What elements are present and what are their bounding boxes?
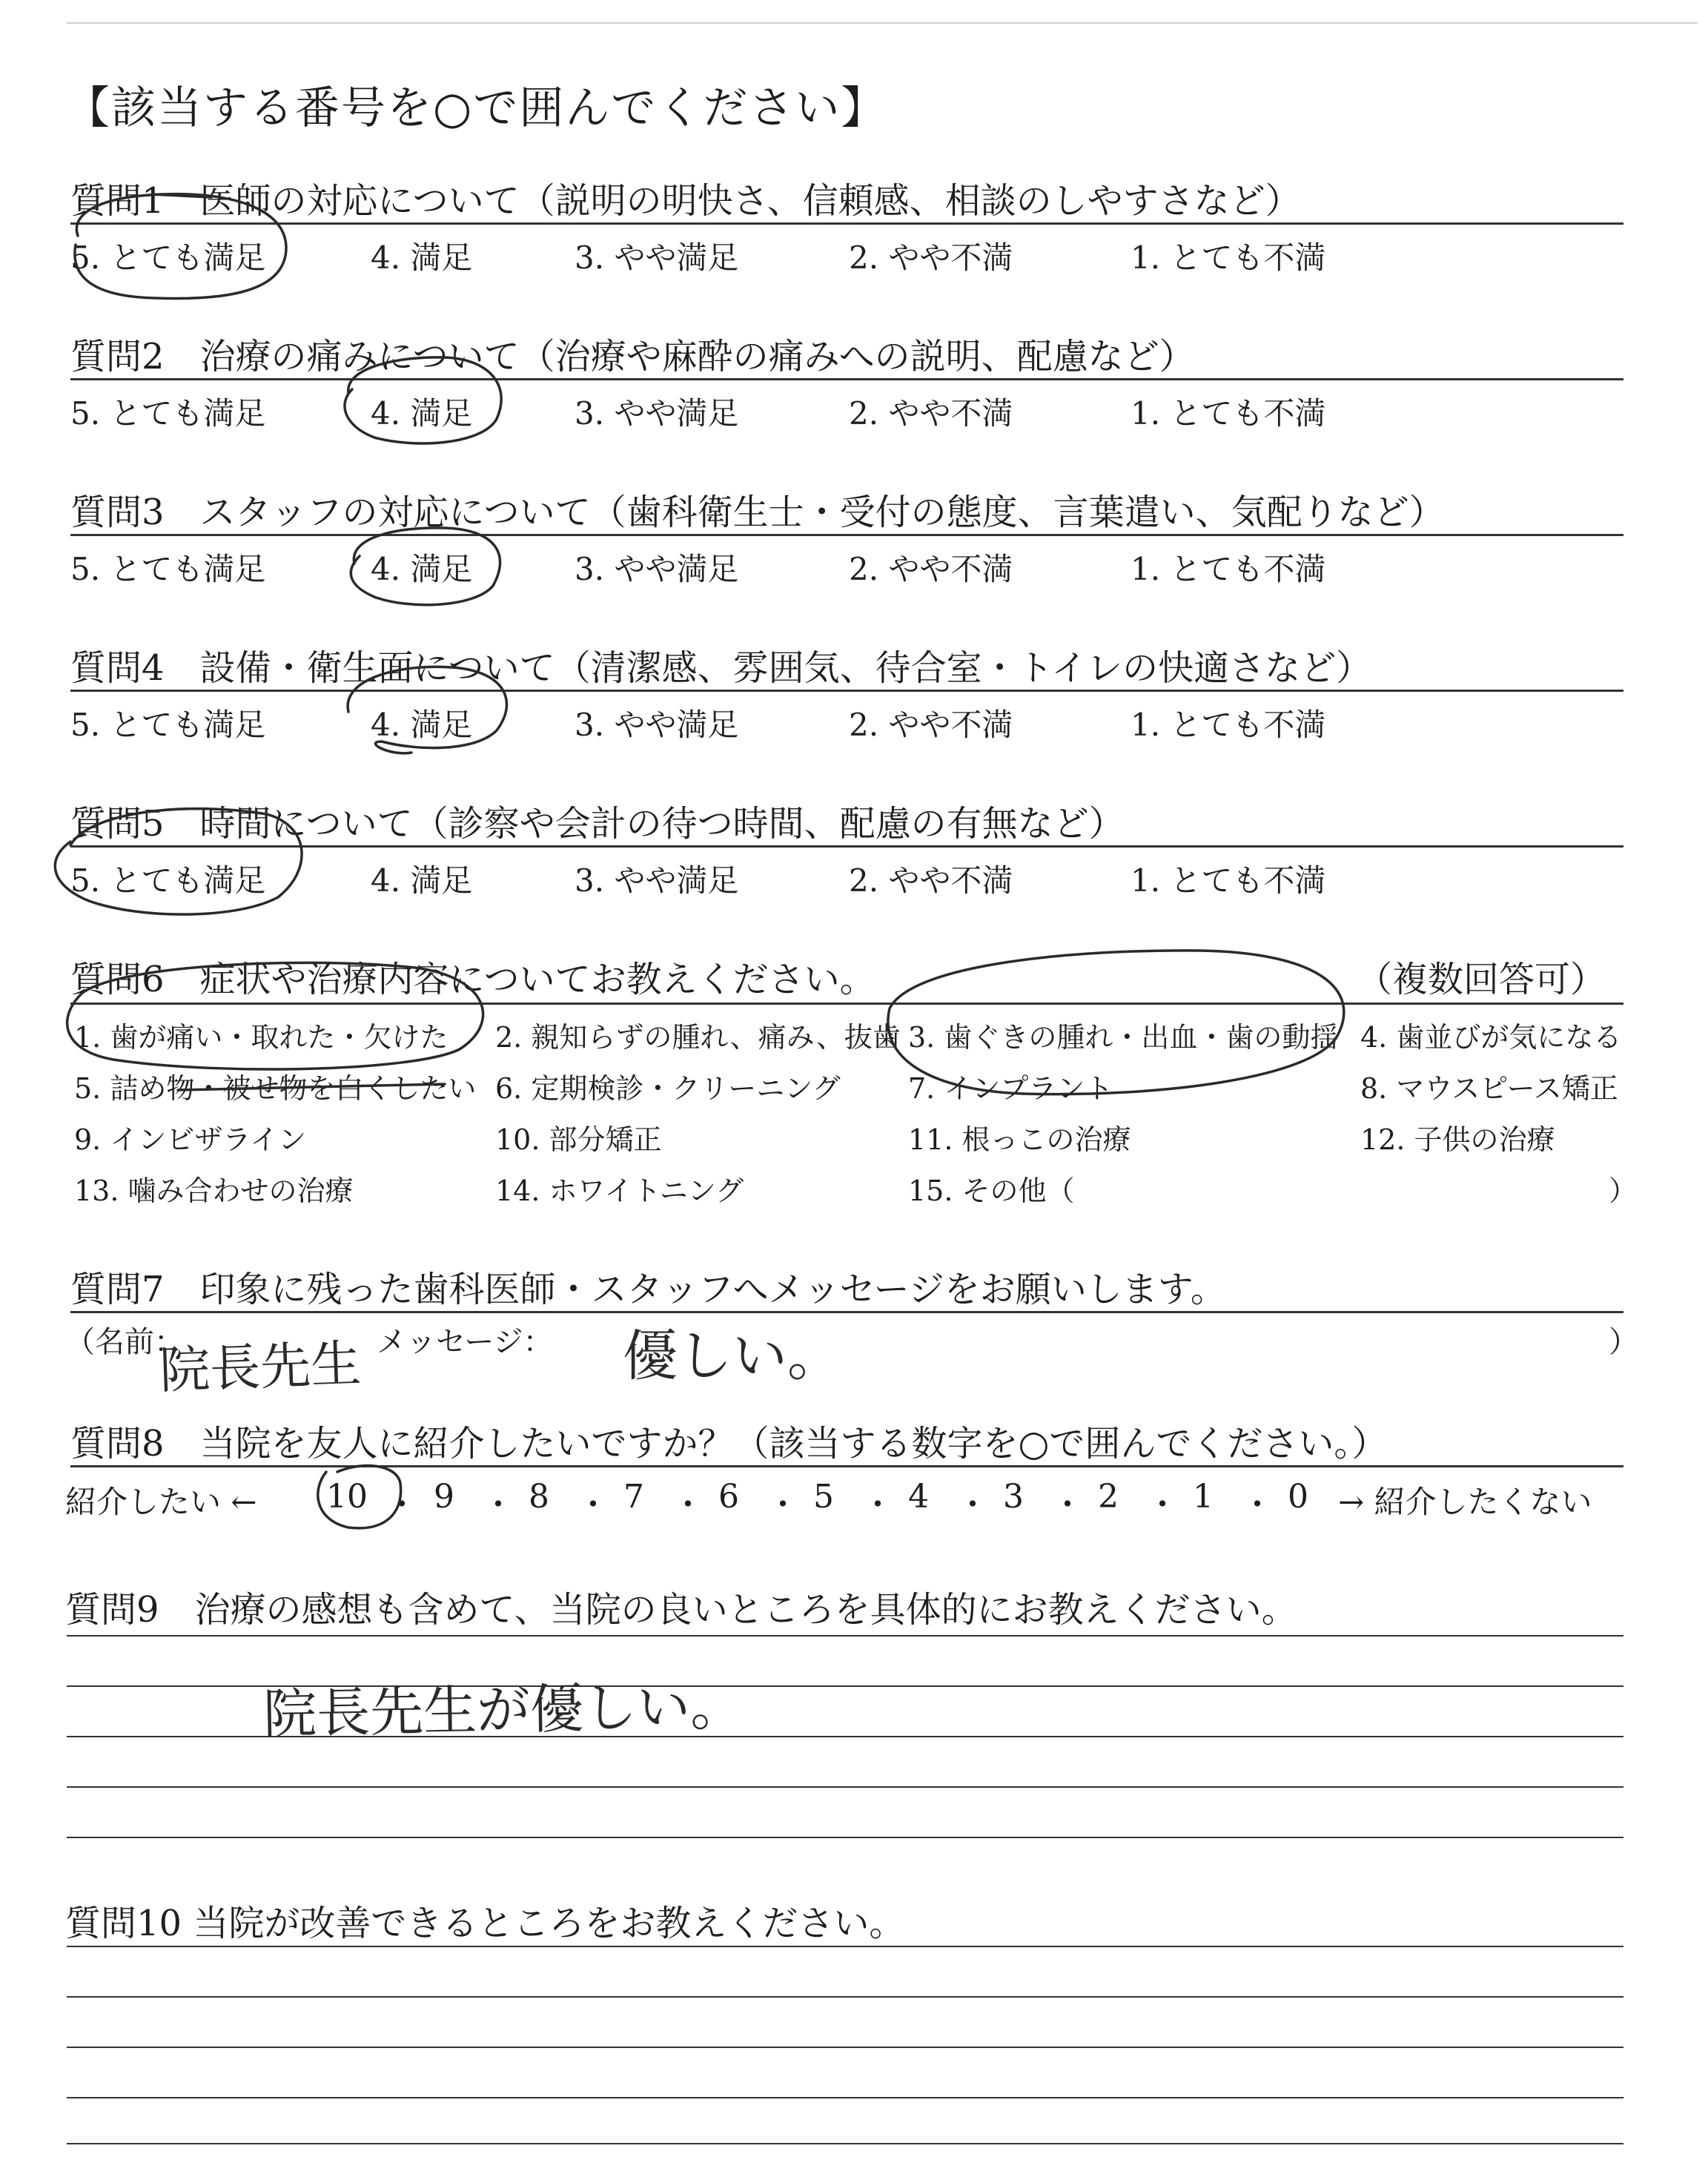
q8-scale-10[interactable]: 10 bbox=[326, 1478, 368, 1516]
q1-option-4[interactable]: 4. 満足 bbox=[371, 240, 473, 276]
question-5: 質問5 時間について（診察や会計の待つ時間、配慮の有無など） bbox=[70, 803, 1125, 845]
q1-option-5[interactable]: 5. とても満足 bbox=[70, 240, 266, 276]
q4-option-4[interactable]: 4. 満足 bbox=[371, 707, 473, 743]
q6-option-4[interactable]: 4. 歯並びが気になる bbox=[1360, 1021, 1622, 1054]
q6-option-5[interactable]: 5. 詰め物・被せ物を白くしたい bbox=[74, 1072, 477, 1105]
q9-line bbox=[67, 1786, 1623, 1788]
q3-rule bbox=[70, 534, 1623, 536]
q8-scale-1[interactable]: 1 bbox=[1193, 1478, 1214, 1516]
q7-message-label: メッセージ： bbox=[377, 1325, 553, 1359]
q6-option-10[interactable]: 10. 部分矯正 bbox=[495, 1123, 662, 1156]
q6-other-close: ） bbox=[1609, 1175, 1638, 1207]
q6-option-15[interactable]: 15. その他（ bbox=[908, 1175, 1075, 1207]
q6-option-11[interactable]: 11. 根っこの治療 bbox=[908, 1123, 1131, 1156]
q6-multiple-note: （複数回答可） bbox=[1357, 959, 1606, 1000]
q8-scale-9[interactable]: 9 bbox=[434, 1478, 454, 1516]
q8-scale-6[interactable]: 6 bbox=[718, 1478, 739, 1516]
q8-right-label: → 紹介したくない bbox=[1338, 1484, 1592, 1520]
q2-option-1[interactable]: 1. とても不満 bbox=[1131, 395, 1326, 432]
question-2: 質問2 治療の痛みについて（治療や麻酔の痛みへの説明、配慮など） bbox=[70, 336, 1195, 377]
page-top-edge bbox=[67, 22, 1698, 24]
q8-scale-0[interactable]: 0 bbox=[1288, 1478, 1308, 1516]
q8-dot: ・ bbox=[1241, 1486, 1274, 1524]
q10-line bbox=[67, 1946, 1623, 1947]
q8-dot: ・ bbox=[672, 1486, 704, 1524]
q8-dot: ・ bbox=[767, 1486, 799, 1524]
q5-option-1[interactable]: 1. とても不満 bbox=[1131, 862, 1326, 899]
q7-close-paren: ） bbox=[1609, 1325, 1638, 1359]
question-4: 質問4 設備・衛生面について（清潔感、雰囲気、待合室・トイレの快適さなど） bbox=[70, 647, 1372, 689]
q5-option-3[interactable]: 3. やや満足 bbox=[575, 862, 739, 899]
q6-option-1[interactable]: 1. 歯が痛い・取れた・欠けた bbox=[74, 1021, 448, 1054]
question-7: 質問7 印象に残った歯科医師・スタッフへメッセージをお願いします。 bbox=[70, 1269, 1226, 1310]
q8-left-label: 紹介したい ← bbox=[65, 1484, 257, 1520]
q7-name-handwritten[interactable]: 院長先生 bbox=[158, 1335, 363, 1401]
q3-option-3[interactable]: 3. やや満足 bbox=[575, 551, 739, 587]
q9-line bbox=[67, 1635, 1623, 1636]
q1-option-1[interactable]: 1. とても不満 bbox=[1131, 240, 1326, 276]
q8-scale-7[interactable]: 7 bbox=[623, 1478, 644, 1516]
question-8: 質問8 当院を友人に紹介したいですか？（該当する数字を○で囲んでください。） bbox=[70, 1423, 1388, 1464]
q1-option-2[interactable]: 2. やや不満 bbox=[849, 240, 1013, 276]
q8-dot: ・ bbox=[956, 1486, 989, 1524]
q6-option-12[interactable]: 12. 子供の治療 bbox=[1360, 1123, 1555, 1156]
q10-line bbox=[67, 2143, 1623, 2144]
q3-option-2[interactable]: 2. やや不満 bbox=[849, 551, 1013, 587]
q10-line bbox=[67, 1996, 1623, 1998]
q6-option-3[interactable]: 3. 歯ぐきの腫れ・出血・歯の動揺 bbox=[908, 1021, 1339, 1054]
q4-option-5[interactable]: 5. とても満足 bbox=[70, 707, 266, 743]
q6-option-6[interactable]: 6. 定期検診・クリーニング bbox=[495, 1072, 841, 1105]
q8-scale-8[interactable]: 8 bbox=[529, 1478, 549, 1516]
q4-option-1[interactable]: 1. とても不満 bbox=[1131, 707, 1326, 743]
q8-dot: ・ bbox=[482, 1486, 514, 1524]
q1-option-3[interactable]: 3. やや満足 bbox=[575, 240, 739, 276]
q8-rule bbox=[70, 1465, 1623, 1467]
form-title: 【該当する番号を○で囲んでください】 bbox=[65, 82, 887, 134]
q6-option-13[interactable]: 13. 噛み合わせの治療 bbox=[74, 1175, 354, 1207]
q3-option-5[interactable]: 5. とても満足 bbox=[70, 551, 266, 587]
q3-option-1[interactable]: 1. とても不満 bbox=[1131, 551, 1326, 587]
q8-scale-5[interactable]: 5 bbox=[813, 1478, 834, 1516]
q2-rule bbox=[70, 378, 1623, 380]
q1-rule bbox=[70, 222, 1623, 225]
q3-option-4[interactable]: 4. 満足 bbox=[371, 551, 473, 587]
q5-rule bbox=[70, 845, 1623, 848]
q6-option-9[interactable]: 9. インビザライン bbox=[74, 1123, 307, 1156]
q2-option-3[interactable]: 3. やや満足 bbox=[575, 395, 739, 432]
q8-dot: ・ bbox=[385, 1486, 418, 1524]
q8-dot: ・ bbox=[577, 1486, 609, 1524]
q8-scale-4[interactable]: 4 bbox=[908, 1478, 929, 1516]
q5-option-5[interactable]: 5. とても満足 bbox=[70, 862, 266, 899]
q10-line bbox=[67, 2047, 1623, 2048]
q9-answer-handwritten[interactable]: 院長先生が優しい。 bbox=[262, 1674, 744, 1745]
q10-line bbox=[67, 2097, 1623, 2098]
q2-option-4[interactable]: 4. 満足 bbox=[371, 395, 473, 432]
q7-rule bbox=[70, 1311, 1623, 1313]
q6-option-7[interactable]: 7. インプラント bbox=[908, 1072, 1113, 1105]
q5-option-2[interactable]: 2. やや不満 bbox=[849, 862, 1013, 899]
q4-rule bbox=[70, 690, 1623, 692]
q7-name-label: （名前： bbox=[65, 1325, 184, 1359]
q8-dot: ・ bbox=[1146, 1486, 1179, 1524]
q8-dot: ・ bbox=[1051, 1486, 1084, 1524]
q5-option-4[interactable]: 4. 満足 bbox=[371, 862, 473, 899]
q6-option-14[interactable]: 14. ホワイトニング bbox=[495, 1175, 744, 1207]
q2-option-5[interactable]: 5. とても満足 bbox=[70, 395, 266, 432]
q4-option-3[interactable]: 3. やや満足 bbox=[575, 707, 739, 743]
question-10: 質問10 当院が改善できるところをお教えください。 bbox=[65, 1903, 905, 1944]
q2-option-2[interactable]: 2. やや不満 bbox=[849, 395, 1013, 432]
q6-option-2[interactable]: 2. 親知らずの腫れ、痛み、抜歯 bbox=[495, 1021, 901, 1054]
question-3: 質問3 スタッフの対応について（歯科衛生士・受付の態度、言葉遣い、気配りなど） bbox=[70, 492, 1445, 533]
question-6: 質問6 症状や治療内容についてお教えください。 bbox=[70, 959, 875, 1000]
q6-rule bbox=[70, 1003, 1623, 1005]
q8-dot: ・ bbox=[861, 1486, 894, 1524]
q4-option-2[interactable]: 2. やや不満 bbox=[849, 707, 1013, 743]
q6-option-8[interactable]: 8. マウスピース矯正 bbox=[1360, 1072, 1618, 1105]
q8-scale-2[interactable]: 2 bbox=[1098, 1478, 1119, 1516]
q9-line bbox=[67, 1837, 1623, 1838]
question-1: 質問1 医師の対応について（説明の明快さ、信頼感、相談のしやすさなど） bbox=[70, 180, 1301, 222]
q7-message-handwritten[interactable]: 優しい。 bbox=[623, 1324, 842, 1388]
question-9: 質問9 治療の感想も含めて、当院の良いところを具体的にお教えください。 bbox=[65, 1589, 1297, 1631]
q8-scale-3[interactable]: 3 bbox=[1003, 1478, 1024, 1516]
